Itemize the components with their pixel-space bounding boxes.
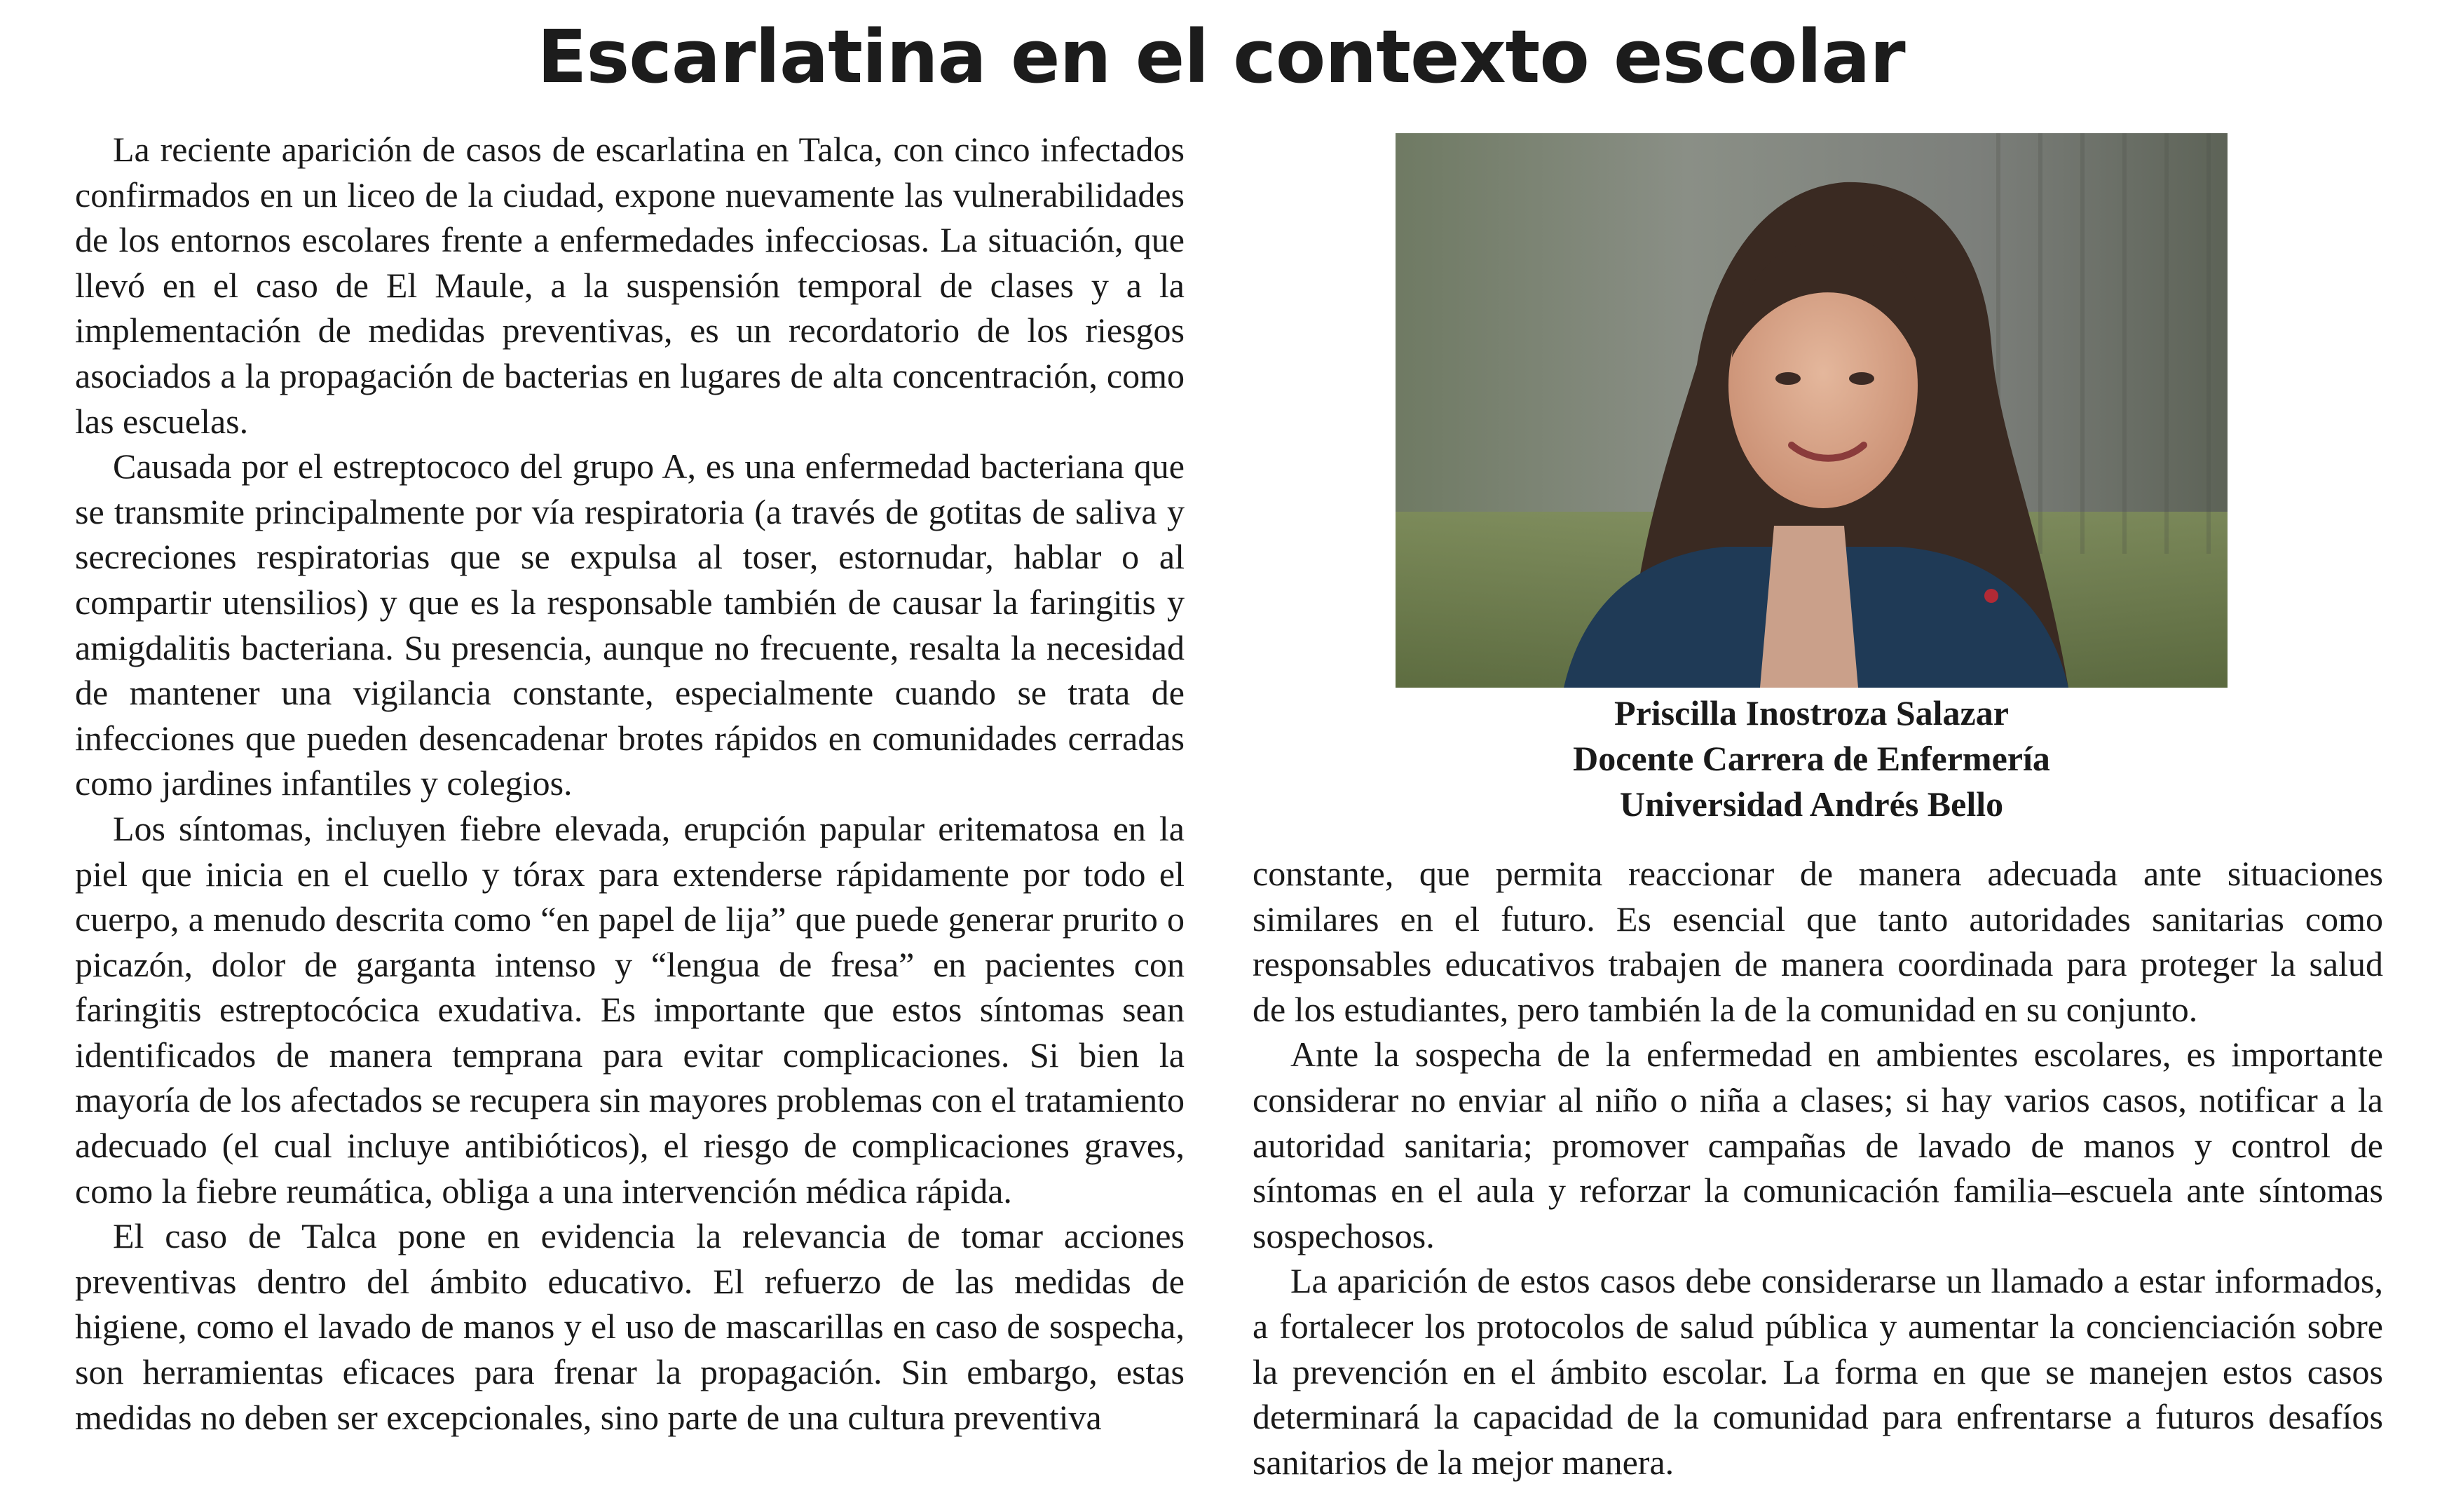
right-column	[1253, 851, 2383, 1485]
author-caption	[1396, 690, 2228, 827]
paragraph-recommendations: Ante la sospecha de la enfermedad en ambientes escolares, es importante considerar no enviar al niño o niña a clases; si hay varios casos, notificar a la autoridad sanitaria; promover campañas de lavado de manos y control de síntomas en el aula y reforzar la comunicación familia–escuela ante síntomas sospechosos.	[1253, 1035, 2383, 1255]
paragraph-conclusion: La aparición de estos casos debe considerarse un llamado a estar informados, a fortalecer los protocolos de salud pública y aumentar la concienciación sobre la prevención en el ámbito escolar. La forma en que se manejen estos casos determinará la capacidad de la comunidad para enfrentarse a futuros desafíos sanitarios de la mejor manera.	[1253, 1261, 2383, 1482]
paragraph-intro: La reciente aparición de casos de escarlatina en Talca, con cinco infectados confirmados en un liceo de la ciudad, expone nuevamente las vulnerabilidades de los entornos escolares frente a enfermedades infecciosas. La situación, que llevó en el caso de El Maule, a la suspensión temporal de clases y a la implementación de medidas preventivas, es un recordatorio de los riesgos asociados a la propagación de bacterias en lugares de alta concentración, como las escuelas.	[75, 130, 1185, 441]
left-column	[75, 127, 1185, 1440]
paragraph-continuation: constante, que permita reaccionar de manera adecuada ante situaciones similares en el futuro. Es esencial que tanto autoridades sanitarias como responsables educativos trabajen de manera coordinada para proteger la salud de los estudiantes, pero también la de la comunidad en su conjunto.	[1253, 854, 2383, 1029]
author-name: Priscilla Inostroza Salazar	[1614, 693, 2009, 733]
author-role: Docente Carrera de Enfermería	[1573, 739, 2050, 778]
paragraph-talca-case: El caso de Talca pone en evidencia la relevancia de tomar acciones preventivas dentro del ámbito educativo. El refuerzo de las medidas de higiene, como el lavado de manos y el uso de mascarillas en caso de sospecha, son herramientas eficaces para frenar la propagación. Sin embargo, estas medidas no deben ser excepcionales, sino parte de una cultura preventiva	[75, 1216, 1185, 1437]
article-title: Escarlatina en el contexto escolar	[537, 14, 1905, 100]
author-photo	[1396, 133, 2228, 688]
paragraph-symptoms: Los síntomas, incluyen fiebre elevada, erupción papular eritematosa en la piel que inicia en el cuello y tórax para extenderse rápidamente por todo el cuerpo, a menudo descrita como “en papel de lija” que puede generar prurito o picazón, dolor de garganta intenso y “lengua de fresa” en pacientes con faringitis estreptocócica exudativa. Es importante que estos síntomas sean identificados de manera temprana para evitar complicaciones. Si bien la mayoría de los afectados se recupera sin mayores problemas con el tratamiento adecuado (el cual incluye antibióticos), el riesgo de complicaciones graves, como la fiebre reumática, obliga a una intervención médica rápida.	[75, 808, 1185, 1211]
paragraph-cause: Causada por el estreptococo del grupo A, es una enfermedad bacteriana que se transmite principalmente por vía respiratoria (a través de gotitas de saliva y secreciones respiratorias que se expulsa al toser, estornudar, hablar o al compartir utensilios) y que es la responsable también de causar la faringitis y amigdalitis bacteriana. Su presencia, aunque no frecuente, resalta la necesidad de mantener una vigilancia constante, especialmente cuando se trata de infecciones que pueden desencadenar brotes rápidos en comunidades cerradas como jardines infantiles y colegios.	[75, 447, 1185, 803]
author-institution: Universidad Andrés Bello	[1619, 784, 2004, 824]
